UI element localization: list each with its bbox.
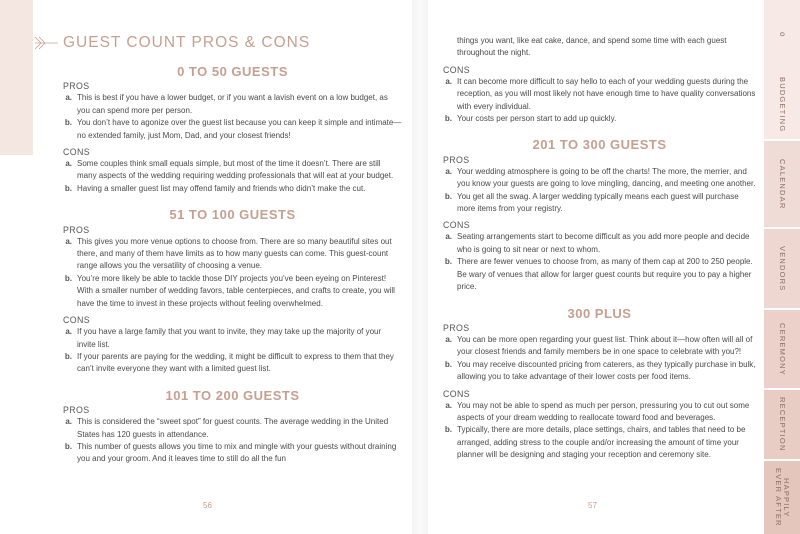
list-item <box>63 273 402 310</box>
list-item <box>443 166 756 191</box>
item-marker: a. <box>445 400 452 410</box>
list-item <box>63 117 402 142</box>
item-marker: a. <box>445 76 452 86</box>
group-label: CONS <box>443 220 471 231</box>
continuation-body: things you want, like eat cake, dance, and spend some time with each guest throughout the night. <box>457 36 727 58</box>
item-marker: a. <box>65 417 72 427</box>
chapter-tabs <box>764 0 800 534</box>
section-heading: 0 TO 50 GUESTS <box>177 64 288 79</box>
page-title: GUEST COUNT PROS & CONS <box>63 34 311 51</box>
left-page <box>33 0 412 534</box>
list-item <box>63 351 402 376</box>
item-marker <box>443 35 457 60</box>
item-marker: a. <box>445 166 452 176</box>
section-heading: 51 TO 100 GUESTS <box>169 207 296 223</box>
list-item <box>443 256 756 293</box>
item-text: This is considered the “sweet spot” for guest counts. The average wedding in the United States has 120 guests in attendance. <box>77 417 389 439</box>
section-heading: 300 PLUS <box>567 305 632 321</box>
item-text: You may receive discounted pricing from caterers, as they typically purchase in bulk, allowing you to take advantage of their lower costs per food items. <box>457 359 756 382</box>
list-item <box>443 400 756 425</box>
group-label: PROS <box>63 81 90 92</box>
item-marker: a. <box>445 232 452 242</box>
tab-label: RECEPTION <box>778 397 787 452</box>
item-text: You can be more open regarding your guest list. Think about it—how often will all of your closest friends and family members be in one space to celebrate with you?! <box>457 334 753 357</box>
item-marker: b. <box>444 257 452 267</box>
list-item <box>63 183 402 195</box>
title-row <box>33 33 310 53</box>
section-heading: 101 TO 200 GUESTS <box>165 387 300 403</box>
tab-label: BUDGETING <box>778 76 787 133</box>
group-label: CONS <box>443 64 471 75</box>
item-marker: a. <box>65 159 72 169</box>
group-label: PROS <box>63 405 90 416</box>
list-item <box>63 158 402 183</box>
list-item <box>443 113 756 125</box>
item-text: Typically, there are more details, place settings, chairs, and tables that need to be arranged, adding stress to the couple and/or increasing the amount of time your planner will be designing and staging your reception and ceremony site. <box>457 425 746 460</box>
right-page <box>428 0 764 534</box>
tab-budgeting[interactable] <box>764 70 800 140</box>
item-text: You’re more likely be able to tackle those DIY projects you’ve been eyeing on Pinterest! With a smaller number of wedding favors, table centerpieces, and crafts to create, you will have the time to invest in these projects without feeling overwhelmed. <box>77 273 395 308</box>
list-item <box>63 441 402 466</box>
section-heading: 201 TO 300 GUESTS <box>532 137 667 153</box>
list-item <box>63 236 402 273</box>
item-text: This number of guests allows you time to mix and mingle with your guests without draining you and your groom. And it leaves time to still do all the fun <box>77 441 397 464</box>
item-text: It can become more difficult to say hello to each of your wedding guests during the reception, as you will most likely not have enough time to have quality conversations with every individual. <box>457 76 756 111</box>
item-marker: b. <box>64 273 72 283</box>
tab-happily-ever-after[interactable] <box>764 461 800 534</box>
group-label: PROS <box>63 224 90 235</box>
item-marker: a. <box>445 334 452 344</box>
item-text: Some couples think small equals simple, but most of the time it doesn’t. There are still many aspects of the wedding requiring wedding professionals that will eat at your budget. <box>77 159 394 181</box>
list-item <box>443 191 756 216</box>
list-item <box>443 359 756 384</box>
item-text: Your wedding atmosphere is going to be off the charts! The more, the merrier, and you know your guests are going to love mingling, dancing, and meeting one another. <box>457 166 756 189</box>
group-label: CONS <box>63 147 91 158</box>
group-label: CONS <box>63 315 91 326</box>
item-text: Having a smaller guest list may offend family and friends who didn’t make the cut. <box>77 183 366 193</box>
list-item <box>63 92 402 117</box>
item-text: This is best if you have a lower budget, or if you want a lavish event on a low budget, as you can spend more per person. <box>77 93 388 115</box>
tab-calendar[interactable] <box>764 141 800 228</box>
item-marker: a. <box>65 236 72 246</box>
list-item <box>443 231 756 256</box>
tab-label: VENDORS <box>778 245 787 292</box>
tab-reception[interactable] <box>764 390 800 460</box>
item-text: You may not be able to spend as much per person, pressuring you to cut out some aspects of your dream wedding to reallocate toward food and beverages. <box>457 400 750 422</box>
item-marker: b. <box>64 183 72 193</box>
list-item <box>443 424 756 461</box>
item-text: There are fewer venues to choose from, as many of them cap at 200 to 250 people. Be wary of venues that allow for larger guest counts but require you to pay a higher price. <box>457 257 753 292</box>
item-marker: b. <box>444 359 452 369</box>
tab-ceremony[interactable] <box>764 310 800 389</box>
tab-vendors[interactable] <box>764 229 800 309</box>
right-column <box>443 35 756 462</box>
left-column <box>63 66 402 466</box>
item-text: If you have a large family that you want to invite, they may take up the majority of your invite list. <box>77 327 382 349</box>
page-number: 56 <box>203 501 212 510</box>
item-marker: b. <box>444 425 452 435</box>
tab-label: CEREMONY <box>778 322 787 376</box>
group-label: PROS <box>443 322 470 333</box>
tab-top[interactable] <box>764 0 800 70</box>
item-marker: b. <box>444 114 452 124</box>
list-item <box>443 334 756 359</box>
group-label: PROS <box>443 154 470 165</box>
item-text: Seating arrangements start to become difficult as you add more people and decide who is going to sit near or next to whom. <box>457 232 750 254</box>
tab-label: CALENDAR <box>778 158 787 210</box>
list-item <box>443 76 756 113</box>
item-text: This gives you more venue options to choose from. There are so many beautiful sites out there, and many of them have limits as to how many guests can come. This guest-count range allows you the versatility of choosing a venue. <box>77 236 392 271</box>
tab-label: HAPPILY EVER AFTER <box>774 468 791 527</box>
item-text: Your costs per person start to add up quickly. <box>457 114 617 124</box>
left-margin <box>0 0 33 534</box>
margin-color-block <box>0 0 33 155</box>
item-marker: b. <box>64 118 72 128</box>
page-number-right: 57 <box>588 501 597 510</box>
item-marker: a. <box>65 327 72 337</box>
list-item <box>63 326 402 351</box>
book-gutter <box>412 0 428 534</box>
item-text: You don’t have to agonize over the guest list because you can keep it simple and intimate—no extended family, just Mom, Dad, and your closest friends! <box>77 118 402 140</box>
item-marker: a. <box>65 93 72 103</box>
arrow-ornament-icon <box>33 33 59 53</box>
item-text: If your parents are paying for the wedding, it might be difficult to express to them that they can’t invite everyone they want with a limited guest list. <box>77 351 394 374</box>
item-marker: b. <box>64 351 72 361</box>
item-text: You get all the swag. A larger wedding typically means each guest will purchase more items from your registry. <box>457 191 739 214</box>
list-item <box>63 416 402 441</box>
group-label: CONS <box>443 388 471 399</box>
item-marker: b. <box>444 191 452 201</box>
tab-top-label: o <box>778 32 787 38</box>
item-marker: b. <box>64 441 72 451</box>
continuation-text <box>443 35 756 60</box>
